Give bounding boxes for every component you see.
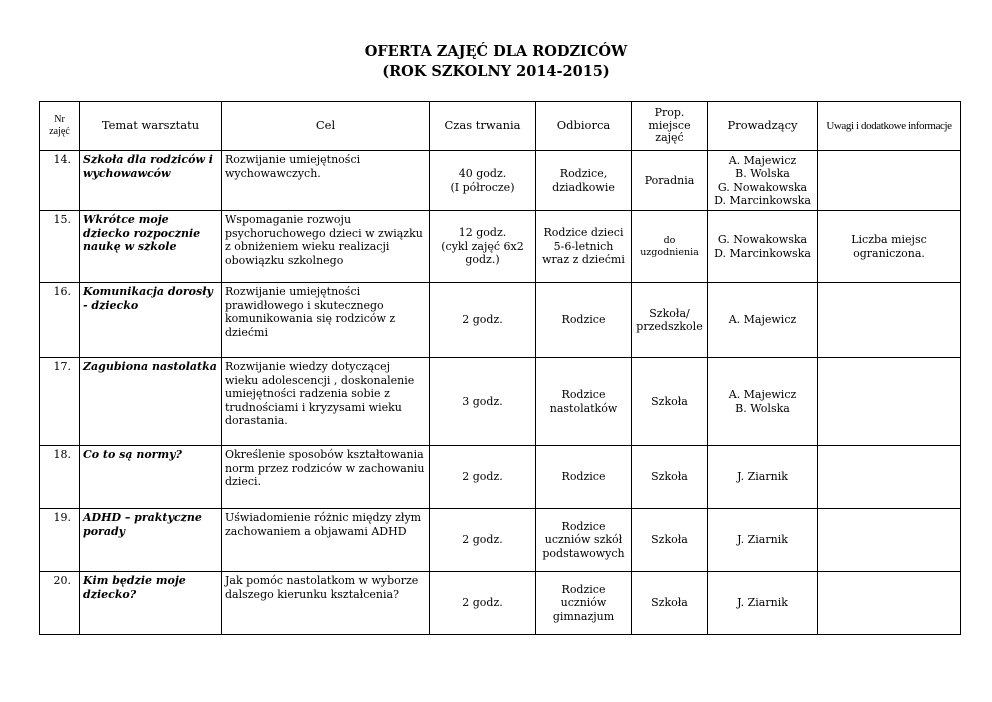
header-miejsce: Prop. miejsce zajęć	[632, 102, 708, 151]
cell-cel: Jak pomóc nastolatkom w wyborze dalszego kierunku kształcenia?	[222, 572, 430, 635]
cell-czas-line: 3 godz.	[462, 394, 503, 408]
header-cel: Cel	[222, 102, 430, 151]
cell-czas	[430, 446, 536, 509]
cell-prowadzacy-line: J. Ziarnik	[737, 596, 788, 610]
cell-temat: Zagubiona nastolatka	[80, 358, 222, 446]
cell-czas	[430, 509, 536, 572]
cell-cel: Określenie sposobów kształtowania norm przez rodziców w zachowaniu dzieci.	[222, 446, 430, 509]
cell-uwagi	[818, 151, 961, 211]
cell-uwagi	[818, 509, 961, 572]
cell-odbiorca: Rodzice	[536, 446, 632, 509]
cell-prowadzacy-line: D. Marcinkowska	[714, 194, 811, 207]
cell-cel: Rozwijanie umiejętności prawidłowego i skutecznego komunikowania się rodziców z dziećmi	[222, 283, 430, 358]
table-body	[40, 151, 961, 635]
cell-temat: Szkoła dla rodziców i wychowawców	[80, 151, 222, 211]
cell-czas	[430, 283, 536, 358]
cell-prowadzacy-line: A. Majewicz	[728, 388, 797, 401]
cell-miejsce: do uzgodnienia	[632, 211, 708, 283]
cell-cel: Rozwijanie wiedzy dotyczącej wieku adolescencji , doskonalenie umiejętności radzenia sobie z trudnościami i kryzysami wieku dorastania.	[222, 358, 430, 446]
cell-miejsce: Szkoła	[632, 509, 708, 572]
cell-czas-line: 12 godz.	[458, 226, 507, 240]
cell-nr: 17.	[40, 358, 80, 446]
cell-prowadzacy	[708, 211, 818, 283]
cell-odbiorca: Rodzice nastolatków	[536, 358, 632, 446]
cell-nr: 16.	[40, 283, 80, 358]
cell-czas-line: (cykl zajęć 6x2 godz.)	[441, 239, 524, 267]
cell-czas	[430, 572, 536, 635]
cell-prowadzacy	[708, 283, 818, 358]
table-row	[40, 572, 961, 635]
cell-cel: Uświadomienie różnic między złym zachowaniem a objawami ADHD	[222, 509, 430, 572]
cell-czas-line: 2 godz.	[462, 470, 503, 484]
cell-nr: 19.	[40, 509, 80, 572]
header-nr: Nr zajęć	[40, 102, 80, 151]
table-row	[40, 283, 961, 358]
cell-prowadzacy-line: G. Nowakowska	[717, 180, 808, 194]
cell-uwagi	[818, 446, 961, 509]
cell-miejsce: Szkoła/ przedszkole	[632, 283, 708, 358]
cell-temat: Komunikacja dorosły - dziecko	[80, 283, 222, 358]
cell-odbiorca: Rodzice	[536, 283, 632, 358]
cell-nr: 14.	[40, 151, 80, 211]
cell-czas-line: 40 godz.	[458, 167, 507, 180]
cell-prowadzacy-line: A. Majewicz	[728, 313, 797, 327]
cell-czas-line: 2 godz.	[462, 533, 503, 547]
cell-prowadzacy-line: J. Ziarnik	[737, 533, 788, 547]
cell-odbiorca: Rodzice uczniów gimnazjum	[536, 572, 632, 635]
header-czas: Czas trwania	[430, 102, 536, 151]
cell-miejsce: Szkoła	[632, 572, 708, 635]
cell-temat: ADHD – praktyczne porady	[80, 509, 222, 572]
page-subtitle: (ROK SZKOLNY 2014-2015)	[382, 63, 610, 80]
cell-nr: 15.	[40, 211, 80, 283]
cell-odbiorca: Rodzice, dziadkowie	[536, 151, 632, 211]
cell-odbiorca: Rodzice dzieci 5-6-letnich wraz z dziećmi	[536, 211, 632, 283]
cell-cel: Rozwijanie umiejętności wychowawczych.	[222, 151, 430, 211]
table-row	[40, 151, 961, 211]
header-temat: Temat warsztatu	[80, 102, 222, 151]
cell-nr: 18.	[40, 446, 80, 509]
cell-temat: Co to są normy?	[80, 446, 222, 509]
header-prowadzacy: Prowadzący	[708, 102, 818, 151]
cell-uwagi	[818, 358, 961, 446]
cell-miejsce: Szkoła	[632, 446, 708, 509]
cell-nr: 20.	[40, 572, 80, 635]
table-row	[40, 211, 961, 283]
cell-uwagi	[818, 283, 961, 358]
cell-odbiorca: Rodzice uczniów szkół podstawowych	[536, 509, 632, 572]
cell-uwagi: Liczba miejsc ograniczona.	[818, 211, 961, 283]
cell-cel: Wspomaganie rozwoju psychoruchowego dzieci w związku z obniżeniem wieku realizacji obowiązku szkolnego	[222, 211, 430, 283]
cell-czas	[430, 358, 536, 446]
cell-prowadzacy	[708, 358, 818, 446]
cell-prowadzacy	[708, 509, 818, 572]
cell-prowadzacy-line: B. Wolska	[735, 401, 790, 415]
cell-czas-line: 2 godz.	[462, 313, 503, 327]
cell-prowadzacy-line: G. Nowakowska	[717, 233, 808, 246]
cell-uwagi	[818, 572, 961, 635]
cell-temat: Wkrótce moje dziecko rozpocznie naukę w szkole	[80, 211, 222, 283]
cell-prowadzacy	[708, 151, 818, 211]
table-row	[40, 446, 961, 509]
table-header-row	[40, 102, 961, 151]
cell-prowadzacy	[708, 572, 818, 635]
offer-table	[39, 101, 961, 635]
header-uwagi: Uwagi i dodatkowe informacje	[818, 102, 961, 151]
cell-prowadzacy-line: A. Majewicz	[728, 153, 797, 167]
cell-czas-line: (I półrocze)	[450, 180, 515, 194]
cell-prowadzacy	[708, 446, 818, 509]
cell-prowadzacy-line: J. Ziarnik	[737, 470, 788, 484]
cell-temat: Kim będzie moje dziecko?	[80, 572, 222, 635]
cell-czas	[430, 211, 536, 283]
header-odbiorca: Odbiorca	[536, 102, 632, 151]
cell-prowadzacy-line: B. Wolska	[735, 167, 790, 180]
page-title: OFERTA ZAJĘĆ DLA RODZICÓW	[364, 43, 628, 60]
table-row	[40, 509, 961, 572]
cell-miejsce: Szkoła	[632, 358, 708, 446]
cell-miejsce: Poradnia	[632, 151, 708, 211]
cell-prowadzacy-line: D. Marcinkowska	[714, 246, 811, 260]
cell-czas-line: 2 godz.	[462, 596, 503, 610]
table-row	[40, 358, 961, 446]
cell-czas	[430, 151, 536, 211]
